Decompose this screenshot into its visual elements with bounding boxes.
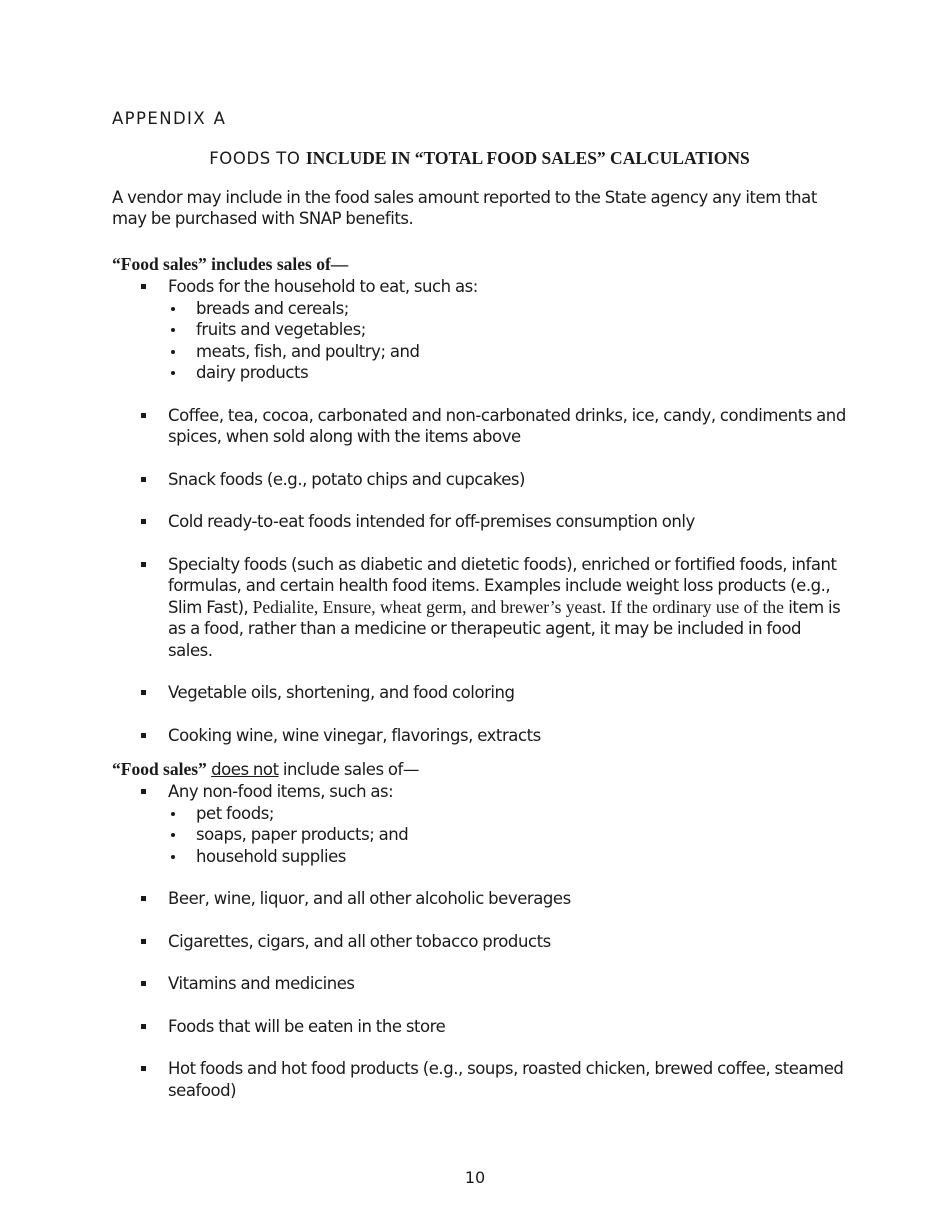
intro-paragraph: A vendor may include in the food sales amount reported to the State agency any item that may be purchased with SNAP benefits. bbox=[112, 188, 817, 228]
sub-list bbox=[168, 803, 847, 868]
dot-bullet-icon bbox=[171, 307, 175, 311]
square-bullet-icon bbox=[141, 1024, 146, 1029]
list-item bbox=[112, 931, 847, 953]
sub-list-item bbox=[168, 846, 847, 868]
square-bullet-icon bbox=[141, 1066, 146, 1071]
excludes-heading-rest: include sales of— bbox=[282, 760, 419, 779]
square-bullet-icon bbox=[141, 939, 146, 944]
excludes-list bbox=[112, 781, 847, 1101]
excludes-heading-underline: does not bbox=[211, 760, 279, 779]
list-item-text-b: Pedialite, Ensure, wheat germ, and brewer’s yeast. If the ordinary use of the bbox=[252, 596, 784, 617]
square-bullet-icon bbox=[141, 789, 146, 794]
square-bullet-icon bbox=[141, 896, 146, 901]
list-item-text: Cold ready-to-eat foods intended for off-premises consumption only bbox=[168, 512, 695, 531]
list-item bbox=[112, 554, 847, 662]
includes-heading bbox=[112, 253, 847, 276]
square-bullet-icon bbox=[141, 477, 146, 482]
sub-list-item bbox=[168, 362, 847, 384]
document-page bbox=[112, 108, 847, 1113]
includes-heading-text: “Food sales” includes sales of— bbox=[112, 254, 349, 274]
list-item-text: Any non-food items, such as: bbox=[168, 782, 394, 801]
excludes-heading-bold: “Food sales” bbox=[112, 759, 207, 779]
list-item bbox=[112, 511, 847, 533]
list-item bbox=[112, 469, 847, 491]
list-item-text-c: item is as a food, rather than a medicine or therapeutic agent, it may be included in food sales. bbox=[168, 597, 841, 660]
list-item bbox=[112, 888, 847, 910]
list-item-text: Vegetable oils, shortening, and food coloring bbox=[168, 683, 515, 702]
title-bold: INCLUDE IN “TOTAL FOOD SALES” CALCULATIONS bbox=[305, 148, 750, 168]
list-item bbox=[112, 781, 847, 867]
dot-bullet-icon bbox=[171, 855, 175, 859]
square-bullet-icon bbox=[141, 284, 146, 289]
list-item-text: Hot foods and hot food products (e.g., soups, roasted chicken, brewed coffee, steamed seafood) bbox=[168, 1059, 844, 1100]
square-bullet-icon bbox=[141, 733, 146, 738]
list-item-text: Beer, wine, liquor, and all other alcoholic beverages bbox=[168, 889, 571, 908]
list-item bbox=[112, 1058, 847, 1101]
sub-list-item-text: pet foods; bbox=[196, 803, 274, 823]
square-bullet-icon bbox=[141, 981, 146, 986]
list-item-text: Foods that will be eaten in the store bbox=[168, 1016, 446, 1036]
sub-list-item-text: dairy products bbox=[196, 363, 309, 382]
sub-list-item-text: breads and cereals; bbox=[196, 298, 349, 318]
list-item bbox=[112, 276, 847, 384]
sub-list-item bbox=[168, 824, 847, 846]
sub-list-item bbox=[168, 803, 847, 825]
page-number: 10 bbox=[464, 1168, 486, 1187]
list-item-text-a: Specialty foods (such as diabetic and dietetic foods), enriched or fortified foods, infant formulas, and certain health food items. Examples include weight loss products (e.g., Slim Fast), bbox=[168, 554, 837, 617]
appendix-label: APPENDIX A bbox=[112, 109, 227, 128]
square-bullet-icon bbox=[141, 413, 146, 418]
list-item bbox=[112, 405, 847, 448]
square-bullet-icon bbox=[141, 519, 146, 524]
square-bullet-icon bbox=[141, 562, 146, 567]
document-title bbox=[112, 147, 847, 170]
list-item-text: Cigarettes, cigars, and all other tobacco products bbox=[168, 931, 551, 951]
sub-list-item-text: meats, fish, and poultry; and bbox=[196, 341, 420, 361]
dot-bullet-icon bbox=[171, 812, 175, 816]
list-item-text: Coffee, tea, cocoa, carbonated and non-carbonated drinks, ice, candy, condiments and spices, when sold along with the items above bbox=[168, 405, 846, 446]
dot-bullet-icon bbox=[171, 833, 175, 837]
title-lead: FOODS TO bbox=[209, 149, 301, 168]
list-item-text: Foods for the household to eat, such as: bbox=[168, 277, 478, 296]
list-item-text: Vitamins and medicines bbox=[168, 974, 355, 993]
list-item bbox=[112, 682, 847, 704]
sub-list-item-text: household supplies bbox=[196, 846, 346, 866]
list-item-text: Snack foods (e.g., potato chips and cupcakes) bbox=[168, 469, 526, 489]
list-item-text: Cooking wine, wine vinegar, flavorings, extracts bbox=[168, 725, 541, 745]
sub-list-item bbox=[168, 319, 847, 341]
list-item bbox=[112, 1016, 847, 1038]
sub-list-item-text: fruits and vegetables; bbox=[196, 320, 366, 339]
dot-bullet-icon bbox=[171, 371, 175, 375]
sub-list bbox=[168, 298, 847, 384]
dot-bullet-icon bbox=[171, 328, 175, 332]
list-item bbox=[112, 973, 847, 995]
list-item bbox=[112, 725, 847, 747]
square-bullet-icon bbox=[141, 690, 146, 695]
excludes-heading bbox=[112, 758, 847, 781]
sub-list-item bbox=[168, 298, 847, 320]
includes-list bbox=[112, 276, 847, 746]
sub-list-item-text: soaps, paper products; and bbox=[196, 825, 409, 844]
sub-list-item bbox=[168, 341, 847, 363]
dot-bullet-icon bbox=[171, 350, 175, 354]
